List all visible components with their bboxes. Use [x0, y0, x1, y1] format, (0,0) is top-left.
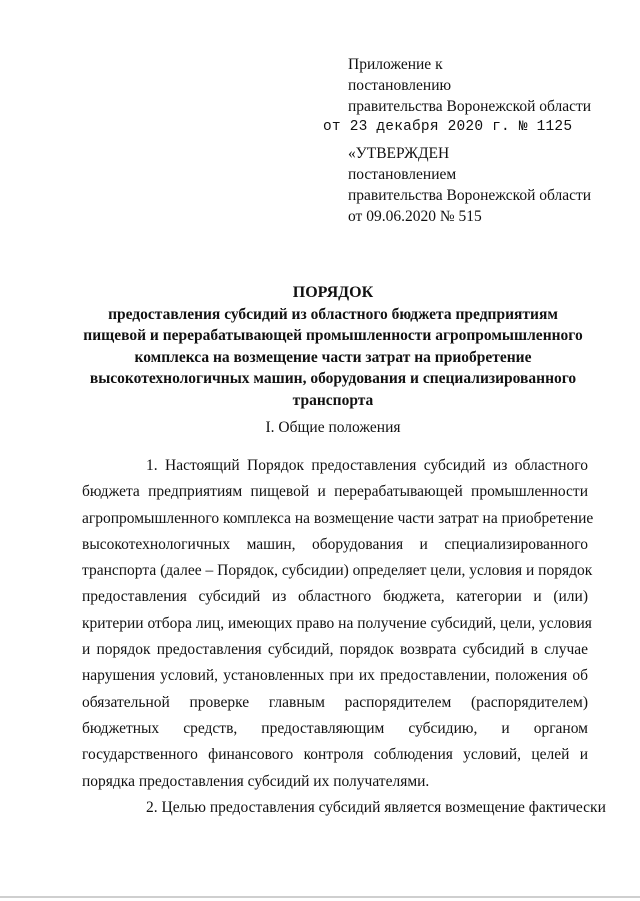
paragraph-line: высокотехнологичных машин, оборудования и специализированного — [82, 535, 588, 553]
paragraph-line: бюджета предприятиям пищевой и перерабатывающей промышленности — [82, 483, 588, 501]
section-heading: I. Общие положения — [265, 419, 401, 436]
document-title — [82, 282, 584, 411]
appendix-line-2: постановлению — [348, 77, 452, 94]
paragraph-line: бюджетных средств, предоставляющим субсидию, и органом — [82, 719, 588, 737]
paragraph-line: критерии отбора лиц, имеющих право на получение субсидий, цели, условия — [82, 614, 592, 632]
paragraph-line: 2. Целью предоставления субсидий является возмещение фактически — [146, 798, 606, 816]
title-sub-line: транспорта — [292, 391, 374, 409]
approved-line-2: постановлением — [348, 166, 457, 183]
title-sub-line: высокотехнологичных машин, оборудования и специализированного — [89, 370, 577, 387]
paragraph-line: транспорта (далее – Порядок, субсидии) определяет цели, условия и порядок — [82, 562, 593, 580]
approved-line-4: от 09.06.2020 № 515 — [348, 208, 482, 225]
title-sub-line: пищевой и перерабатывающей промышленности агропромышленного — [83, 327, 583, 344]
approved-stamp-text — [348, 143, 591, 227]
approved-line-3: правительства Воронежской области — [348, 187, 592, 204]
approved-line-1: «УТВЕРЖДЕН — [348, 145, 450, 162]
paragraph-line: предоставления субсидий из областного бюджета, категории и (или) — [82, 588, 588, 606]
body-text — [82, 453, 606, 821]
paragraph-line: нарушения условий, установленных при их предоставлении, положения об — [82, 667, 588, 685]
title-sub-line: комплекса на возмещение части затрат на приобретение — [134, 348, 532, 366]
paragraph-line: порядка предоставления субсидий их получателями. — [82, 772, 430, 790]
title-sub-line: предоставления субсидий из областного бюджета предприятиям — [108, 305, 558, 323]
appendix-date-number: от 23 декабря 2020 г. № 1125 — [323, 119, 573, 135]
paragraph-line: и порядок предоставления субсидий, порядок возврата субсидий в случае — [82, 641, 588, 659]
title-main: ПОРЯДОК — [292, 284, 374, 301]
paragraph-line: государственного финансового контроля соблюдения условий, целей и — [82, 746, 588, 764]
appendix-header — [323, 54, 592, 138]
page-edge-line — [0, 896, 640, 898]
paragraph-line: обязательной проверке главным распорядителем (распорядителем) — [82, 693, 588, 711]
paragraph-line: 1. Настоящий Порядок предоставления субсидий из областного — [146, 457, 588, 474]
appendix-line-1: Приложение к — [348, 56, 443, 73]
paragraph-line: агропромышленного комплекса на возмещение части затрат на приобретение — [82, 509, 594, 527]
appendix-line-3: правительства Воронежской области — [348, 98, 592, 115]
